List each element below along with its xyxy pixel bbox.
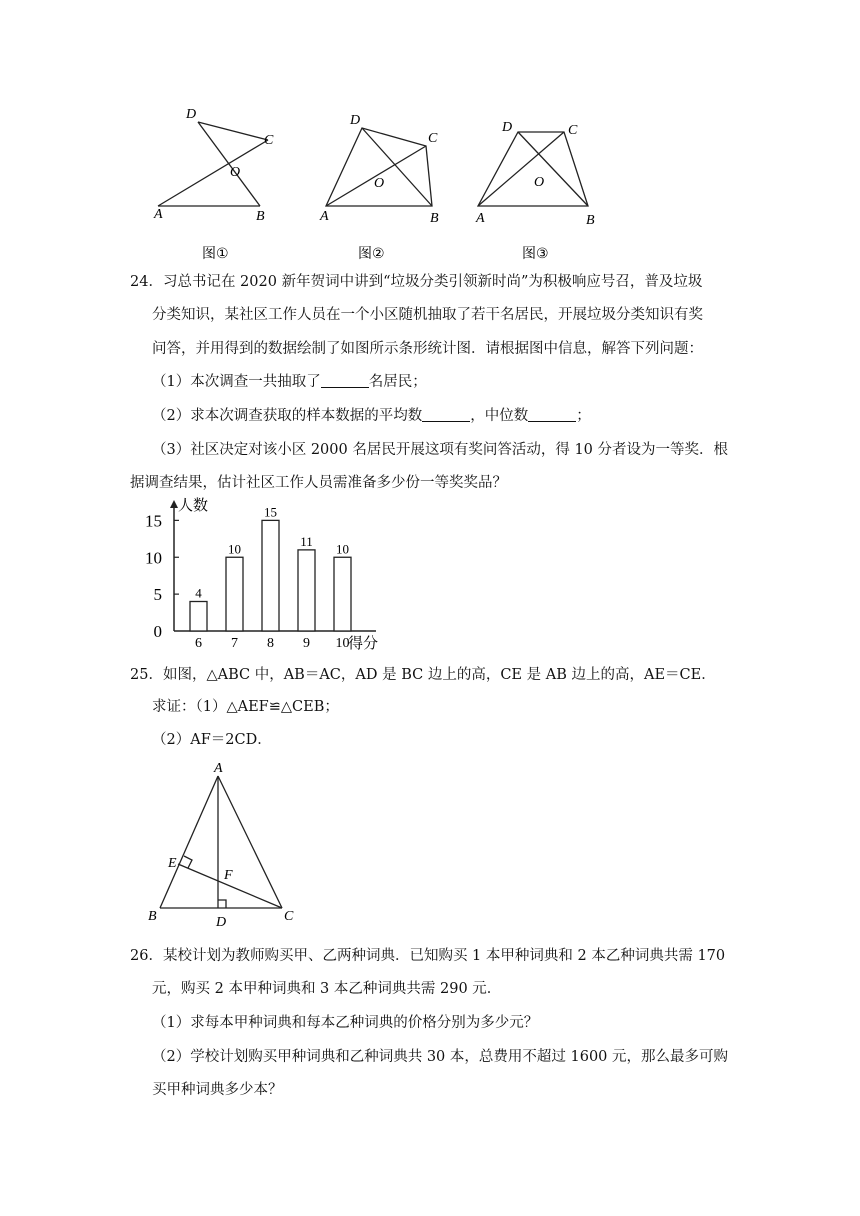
fig1-caption: 图①: [202, 246, 229, 262]
y-axis-arrow: [170, 500, 178, 508]
fig1-label-o: O: [230, 165, 241, 180]
q26-line2: 元，购买 2 本甲种词典和 3 本乙种词典共需 290 元．: [152, 981, 502, 997]
fig3-label-a: A: [476, 211, 485, 226]
q25-line1: 25．如图，△ABC 中，AB＝AC，AD 是 BC 边上的高，CE 是 AB 边上的高，AE＝CE．: [130, 667, 716, 683]
q26-line1: 26．某校计划为教师购买甲、乙两种词典．已知购买 1 本甲种词典和 2 本乙种词典共需 170: [130, 948, 726, 964]
x-tick-label-9: 9: [303, 636, 310, 651]
fig2-label-d: D: [350, 113, 361, 128]
q26-number: 26．: [130, 948, 163, 964]
q24-line3: 问答，并用得到的数据绘制了如图所示条形统计图．请根据图中信息，解答下列问题：: [152, 341, 703, 357]
figure-2: [326, 128, 432, 206]
q24-part1: （1）本次调查一共抽取了 名居民；: [152, 374, 427, 390]
fig1-label-a: A: [154, 207, 163, 222]
q24-line2: 分类知识，某社区工作人员在一个小区随机抽取了若干名居民，开展垃圾分类知识有奖: [152, 307, 703, 323]
q24-part2: （2）求本次调查获取的样本数据的平均数 ，中位数 ；: [152, 408, 591, 424]
q24-part3-line2: 据调查结果，估计社区工作人员需准备多少份一等奖奖品？: [130, 475, 507, 491]
q23-figures: [140, 100, 610, 265]
triangle-figure: [140, 760, 310, 930]
q25-line3: （2）AF＝2CD．: [152, 732, 272, 748]
fig3-label-d: D: [502, 120, 513, 135]
fig1-label-b: B: [256, 209, 265, 224]
x-tick-label-7: 7: [231, 636, 238, 651]
q26-line5: 买甲种词典多少本？: [152, 1082, 283, 1098]
fig3-caption: 图③: [522, 246, 549, 262]
fig3-label-b: B: [586, 213, 595, 228]
x-tick-label-10: 10: [335, 636, 350, 651]
q26-line4: （2）学校计划购买甲种词典和乙种词典共 30 本，总费用不超过 1600 元，那么最多可购: [152, 1049, 729, 1065]
answer-blank-1[interactable]: [321, 373, 369, 388]
y-tick-label: 10: [145, 548, 162, 568]
data-label-10: 10: [336, 541, 349, 557]
x-tick-label-6: 6: [195, 636, 202, 651]
q24-part3-line1: （3）社区决定对该小区 2000 名居民开展这项有奖问答活动，得 10 分者设为一等奖．根: [152, 442, 729, 458]
q25-number: 25．: [130, 667, 163, 683]
q26-line3: （1）求每本甲种词典和每本乙种词典的价格分别为多少元？: [152, 1015, 539, 1031]
figure-3: [478, 132, 588, 206]
tri-label-d: D: [216, 915, 227, 930]
bar-7: [226, 557, 243, 631]
tri-label-a: A: [214, 761, 223, 776]
tri-label-c: C: [284, 909, 294, 924]
bar-chart: [140, 494, 385, 654]
y-tick-label: 15: [145, 511, 162, 531]
fig2-label-a: A: [320, 209, 329, 224]
fig2-label-b: B: [430, 211, 439, 226]
data-label-8: 15: [264, 504, 277, 520]
q25-line2: 求证：（1）△AEF≌△CEB；: [152, 699, 339, 715]
y-tick-label: 5: [153, 585, 162, 605]
q24-number: 24．: [130, 274, 163, 290]
fig3-label-o: O: [534, 175, 545, 190]
answer-blank-mean[interactable]: [422, 407, 470, 422]
fig2-label-o: O: [374, 176, 385, 191]
bar-9: [298, 550, 315, 631]
figure-1: [158, 122, 268, 206]
y-axis-label: 人数: [178, 498, 209, 514]
fig1-label-d: D: [186, 107, 197, 122]
y-tick-label: 0: [153, 622, 162, 641]
bar-6: [190, 602, 207, 632]
fig1-label-c: C: [264, 133, 274, 148]
x-tick-label-8: 8: [267, 636, 274, 651]
tri-label-e: E: [168, 856, 177, 871]
fig3-label-c: C: [568, 123, 578, 138]
tri-label-b: B: [148, 909, 157, 924]
q24-line1: 24．习总书记在 2020 新年贺词中讲到“垃圾分类引领新时尚”为积极响应号召，普及垃圾: [130, 274, 703, 290]
data-label-7: 10: [228, 541, 241, 557]
data-label-6: 4: [195, 585, 202, 601]
x-axis-label: 得分: [348, 636, 379, 652]
bar-10: [334, 557, 351, 631]
answer-blank-median[interactable]: [528, 407, 576, 422]
tri-label-f: F: [224, 868, 233, 883]
data-label-9: 11: [300, 533, 313, 549]
fig2-caption: 图②: [358, 246, 385, 262]
bar-8: [262, 520, 279, 631]
fig2-label-c: C: [428, 131, 438, 146]
